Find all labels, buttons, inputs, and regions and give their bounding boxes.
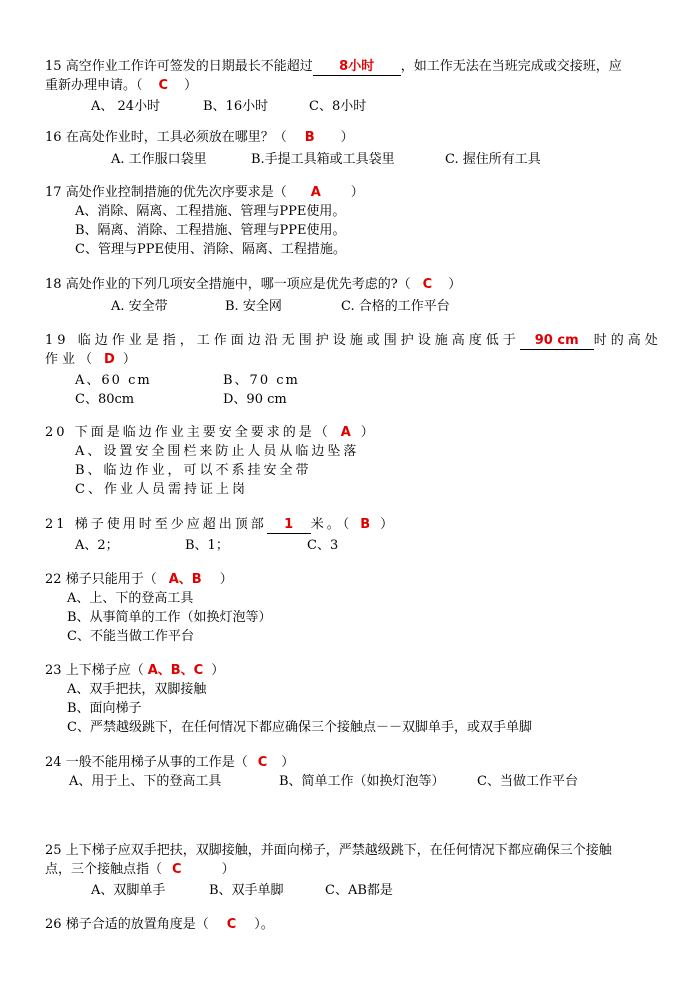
- question-20: [45, 423, 660, 499]
- option-c: C、AB都是: [325, 883, 393, 898]
- answer-blank: 1: [267, 517, 311, 534]
- question-number: 19: [45, 333, 70, 348]
- question-22: [45, 570, 660, 646]
- question-text: 上下梯子应双手把扶，双脚接触，并面向梯子，严禁越级跳下，在任何情况下都应确保三个接触: [65, 843, 612, 858]
- answer-choice: B: [304, 130, 315, 145]
- question-text: 高空作业工作许可签发的日期最长不能超过: [65, 59, 313, 74]
- option-b: B、16小时: [203, 99, 269, 114]
- option-a: A、60 cm: [75, 373, 152, 388]
- answer-choice: C: [226, 917, 237, 932]
- option-c: C、3: [307, 538, 339, 553]
- answer-choice: C: [158, 78, 169, 93]
- question-text: ）: [211, 663, 225, 678]
- option-b: B. 安全网: [225, 299, 282, 314]
- option-a: A、 24小时: [91, 99, 161, 114]
- question-text: 一般不能用梯子从事的工作是（: [65, 755, 248, 770]
- option-c: C、严禁越级跳下，在任何情况下都应确保三个接触点－－双脚单手，或双手单脚: [67, 720, 532, 735]
- question-text: ）: [281, 755, 295, 770]
- question-number: 18: [45, 277, 62, 292]
- question-text: 重新办理申请。（: [45, 78, 143, 93]
- question-number: 23: [45, 663, 62, 678]
- question-number: 16: [45, 130, 62, 145]
- options-row-2: [45, 390, 660, 409]
- question-17: [45, 183, 660, 259]
- question-text: ）: [360, 425, 377, 440]
- question-number: 22: [45, 572, 62, 587]
- question-15: [45, 57, 660, 116]
- option-a: A、双手把扶，双脚接触: [67, 682, 207, 697]
- answer-choice: A: [310, 185, 321, 200]
- question-number: 24: [45, 755, 62, 770]
- option-a: A、用于上、下的登高工具: [69, 774, 222, 789]
- option-b: B、双手单脚: [209, 883, 284, 898]
- question-26: [45, 915, 660, 934]
- option-b: B、临边作业，可以不系挂安全带: [75, 463, 312, 478]
- question-23: [45, 661, 660, 737]
- question-number: 26: [45, 917, 62, 932]
- question-text: 在高处作业时，工具必须放在哪里？（: [65, 130, 287, 145]
- answer-choice: B: [360, 517, 371, 532]
- question-text: ）: [340, 130, 354, 145]
- option-a: A. 安全带: [111, 299, 168, 314]
- question-16: [45, 128, 660, 169]
- question-text: ）: [350, 185, 364, 200]
- question-text: 梯子使用时至少应超出顶部: [74, 517, 267, 532]
- option-b: B.手提工具箱或工具袋里: [251, 152, 395, 167]
- question-text: 临边作业是指，工作面边沿无围护设施或围护设施高度低于: [77, 333, 520, 348]
- question-number: 15: [45, 59, 62, 74]
- options-row: [45, 881, 660, 900]
- option-b: B、隔离、消除、工程措施、管理与PPE使用。: [75, 223, 346, 238]
- option-c: C、当做工作平台: [477, 774, 578, 789]
- question-text: 时的高处: [593, 333, 662, 348]
- question-text: 高处作业的下列几项安全措施中，哪一项应是优先考虑的?（: [65, 277, 411, 292]
- option-c: C、作业人员需持证上岗: [75, 482, 248, 497]
- question-text: ）。: [254, 917, 274, 932]
- question-text: ，如工作无法在当班完成或交接班，应: [400, 59, 622, 74]
- question-number: 17: [45, 185, 62, 200]
- question-number: 25: [45, 843, 62, 858]
- option-b: B、1；: [185, 538, 229, 553]
- answer-choice: C: [257, 755, 268, 770]
- question-text: ）: [448, 277, 462, 292]
- option-c: C、管理与PPE使用、消除、隔离、工程措施。: [75, 242, 346, 257]
- answer-choice: A、B、C: [147, 663, 204, 678]
- option-a: A. 工作服口袋里: [111, 152, 207, 167]
- question-text: 梯子合适的放置角度是（: [65, 917, 209, 932]
- option-c: C、不能当做工作平台: [67, 629, 194, 644]
- question-18: [45, 275, 660, 316]
- question-text: 点，三个接触点指（: [45, 862, 163, 877]
- options-row-1: [45, 371, 660, 390]
- question-number: 21: [45, 517, 68, 532]
- question-text: 下面是临边作业主要安全要求的是（: [74, 425, 331, 440]
- question-text: ）: [122, 352, 140, 367]
- question-text: ）: [219, 572, 233, 587]
- answer-choice: A、B: [168, 572, 202, 587]
- question-text: 高处作业控制措施的优先次序要求是（: [65, 185, 287, 200]
- option-c: C、80cm: [75, 392, 135, 407]
- option-b: B、从事简单的工作（如换灯泡等）: [67, 610, 272, 625]
- option-c: C. 握住所有工具: [445, 152, 541, 167]
- question-text: ）: [184, 78, 198, 93]
- answer-blank: 8小时: [313, 59, 401, 76]
- question-text: 米。（: [310, 517, 353, 532]
- question-number: 20: [45, 425, 68, 440]
- option-b: B、简单工作（如换灯泡等）: [279, 774, 445, 789]
- option-a: A、双脚单手: [91, 883, 166, 898]
- question-text: ）: [380, 517, 397, 532]
- question-text: 梯子只能用于（: [65, 572, 157, 587]
- question-text: 作业（: [45, 352, 97, 367]
- options-row: [45, 150, 660, 169]
- option-a: A、消除、隔离、工程措施、管理与PPE使用。: [75, 204, 346, 219]
- option-c: C、8小时: [309, 99, 367, 114]
- option-b: B、70 cm: [223, 373, 300, 388]
- question-24: [45, 753, 660, 791]
- option-b: B、面向梯子: [67, 701, 142, 716]
- option-a: A、上、下的登高工具: [67, 591, 194, 606]
- option-a: A、2；: [75, 538, 119, 553]
- answer-choice: D: [104, 352, 115, 367]
- answer-choice: C: [422, 277, 433, 292]
- option-c: C. 合格的工作平台: [341, 299, 450, 314]
- question-text: 上下梯子应（: [65, 663, 144, 678]
- question-15-line-1: [45, 57, 660, 76]
- options-row: [45, 536, 660, 555]
- options-row: [45, 297, 660, 316]
- option-a: A、设置安全围栏来防止人员从临边坠落: [75, 444, 360, 459]
- options-row: [45, 97, 660, 116]
- question-21: [45, 515, 660, 555]
- question-25: [45, 841, 660, 900]
- question-15-line-2: [45, 76, 660, 95]
- options-row: [45, 772, 660, 791]
- answer-blank: 90 cm: [520, 333, 594, 350]
- answer-choice: A: [340, 425, 351, 440]
- option-d: D、90 cm: [223, 392, 287, 407]
- question-19: [45, 331, 660, 409]
- question-text: ）: [221, 862, 235, 877]
- answer-choice: C: [172, 862, 182, 877]
